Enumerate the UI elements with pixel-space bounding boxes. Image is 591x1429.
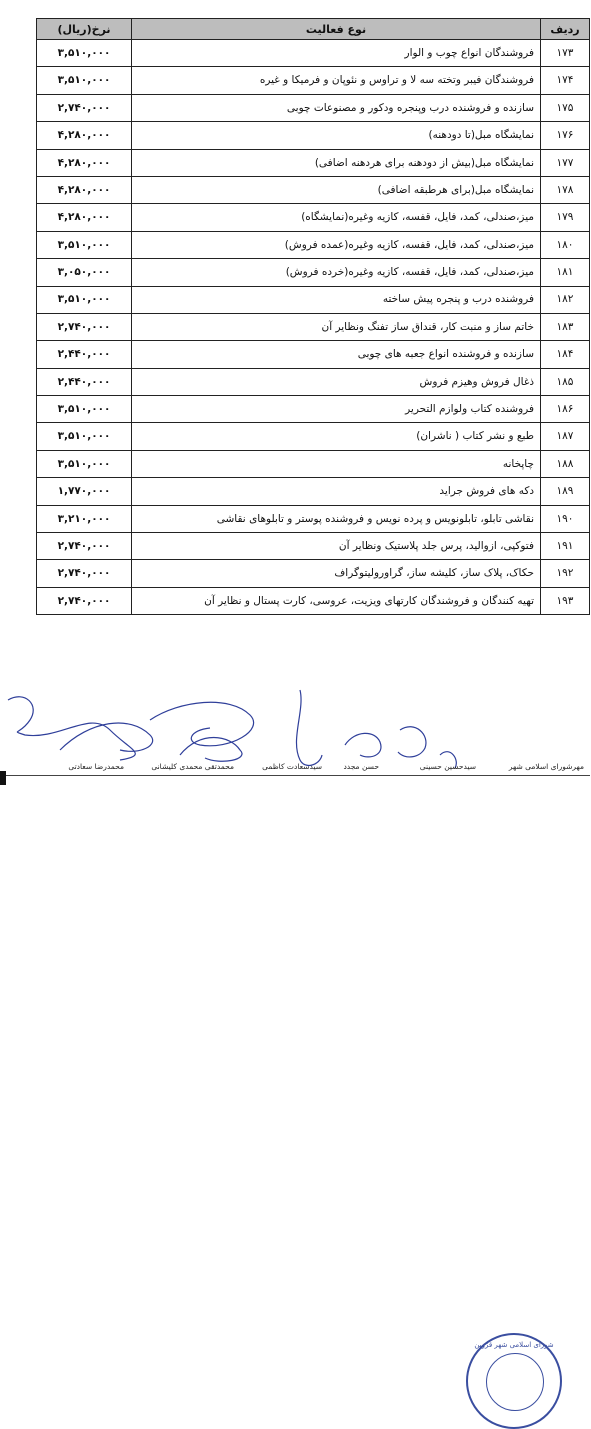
row-number-cell: ۱۸۸ [541,450,590,477]
table-row [37,176,590,203]
row-number-cell: ۱۸۷ [541,423,590,450]
rate-cell: ۲,۴۴۰,۰۰۰ [37,341,132,368]
row-number-cell: ۱۷۵ [541,94,590,121]
activity-cell: نقاشی تابلو، تابلونویس و پرده نویس و فروشنده پوستر و تابلوهای نقاشی [132,505,541,532]
activity-cell: نمایشگاه مبل(برای هرطبقه اضافی) [132,176,541,203]
rate-cell: ۲,۷۴۰,۰۰۰ [37,313,132,340]
row-number-cell: ۱۷۷ [541,149,590,176]
row-number-cell: ۱۸۹ [541,478,590,505]
row-number-cell: ۱۹۰ [541,505,590,532]
activity-cell: میز،صندلی، کمد، فایل، قفسه، کازیه وغیره(نمایشگاه) [132,204,541,231]
row-number-cell: ۱۸۶ [541,396,590,423]
activity-cell: نمایشگاه مبل(بیش از دودهنه برای هردهنه اضافی) [132,149,541,176]
table-row [37,533,590,560]
activity-cell: سازنده و فروشنده انواع جعبه های چوبی [132,341,541,368]
rate-cell: ۳,۵۱۰,۰۰۰ [37,286,132,313]
table-row [37,560,590,587]
rate-cell: ۳,۰۵۰,۰۰۰ [37,259,132,286]
table-row [37,259,590,286]
row-number-cell: ۱۷۸ [541,176,590,203]
rate-cell: ۲,۷۴۰,۰۰۰ [37,94,132,121]
table-row [37,94,590,121]
table-row [37,396,590,423]
table-row [37,67,590,94]
activity-cell: فتوکپی، ازوالید، پرس جلد پلاستیک ونظایر آن [132,533,541,560]
row-number-cell: ۱۷۶ [541,122,590,149]
activity-cell: حکاک، پلاک ساز، کلیشه ساز، گراورولیتوگراف [132,560,541,587]
rates-table [36,18,590,615]
signature-name: محمدرضا سعادتی [68,762,124,771]
table-row [37,587,590,614]
activity-cell: تهیه کنندگان و فروشندگان کارتهای ویزیت، عروسی، کارت پستال و نظایر آن [132,587,541,614]
rate-cell: ۴,۲۸۰,۰۰۰ [37,122,132,149]
header-rate: نرخ(ریال) [37,19,132,40]
row-number-cell: ۱۷۹ [541,204,590,231]
activity-cell: فروشندگان فیبر وتخته سه لا و تراوس و نئوپان و فرمیکا و غیره [132,67,541,94]
official-stamp [466,1333,562,1429]
row-number-cell: ۱۹۲ [541,560,590,587]
table-row [37,40,590,67]
table-row [37,368,590,395]
table-row [37,286,590,313]
table-row [37,423,590,450]
row-number-cell: ۱۸۳ [541,313,590,340]
signature-name: محمدتقی محمدی کلیشانی [151,762,234,771]
row-number-cell: ۱۷۴ [541,67,590,94]
activity-cell: طبع و نشر کتاب ( ناشران) [132,423,541,450]
row-number-cell: ۱۸۴ [541,341,590,368]
row-number-cell: ۱۹۱ [541,533,590,560]
activity-cell: فروشنده کتاب ولوازم التحریر [132,396,541,423]
rate-cell: ۳,۵۱۰,۰۰۰ [37,450,132,477]
activity-cell: دکه های فروش جراید [132,478,541,505]
rate-cell: ۴,۲۸۰,۰۰۰ [37,149,132,176]
signature-name: سیدسعادت کاظمی [262,762,322,771]
rate-cell: ۲,۴۴۰,۰۰۰ [37,368,132,395]
table-row [37,313,590,340]
table-row [37,341,590,368]
row-number-cell: ۱۸۰ [541,231,590,258]
rate-cell: ۲,۷۴۰,۰۰۰ [37,560,132,587]
signature-name: مهرشورای اسلامی شهر [508,762,584,771]
rate-cell: ۳,۵۱۰,۰۰۰ [37,396,132,423]
rate-cell: ۴,۲۸۰,۰۰۰ [37,204,132,231]
table-row [37,505,590,532]
table-row [37,478,590,505]
rate-cell: ۳,۵۱۰,۰۰۰ [37,231,132,258]
activity-cell: نمایشگاه مبل(تا دودهنه) [132,122,541,149]
table-row [37,231,590,258]
rate-cell: ۱,۷۷۰,۰۰۰ [37,478,132,505]
activity-cell: فروشندگان انواع چوب و الوار [132,40,541,67]
rate-cell: ۲,۷۴۰,۰۰۰ [37,533,132,560]
activity-cell: فروشنده درب و پنجره پیش ساخته [132,286,541,313]
activity-cell: خاتم ساز و منبت کار، قنداق ساز تفنگ ونظایر آن [132,313,541,340]
signature-names [24,762,584,776]
table-body [37,40,590,615]
rate-cell: ۳,۲۱۰,۰۰۰ [37,505,132,532]
row-number-cell: ۱۸۵ [541,368,590,395]
activity-cell: چاپخانه [132,450,541,477]
rate-cell: ۴,۲۸۰,۰۰۰ [37,176,132,203]
rate-cell: ۳,۵۱۰,۰۰۰ [37,40,132,67]
row-number-cell: ۱۷۳ [541,40,590,67]
signature-name: حسن مجدد [343,762,379,771]
activity-cell: ذغال فروش وهیزم فروش [132,368,541,395]
row-number-cell: ۱۸۱ [541,259,590,286]
activity-cell: میز،صندلی، کمد، فایل، قفسه، کازیه وغیره(خرده فروش) [132,259,541,286]
table-row [37,122,590,149]
activity-cell: میز،صندلی، کمد، فایل، قفسه، کازیه وغیره(عمده فروش) [132,231,541,258]
table-header-row [37,19,590,40]
page-corner-mark [0,771,6,785]
rate-cell: ۳,۵۱۰,۰۰۰ [37,423,132,450]
table-row [37,204,590,231]
header-row-number: ردیف [541,19,590,40]
header-activity: نوع فعالیت [132,19,541,40]
row-number-cell: ۱۹۳ [541,587,590,614]
rate-cell: ۲,۷۴۰,۰۰۰ [37,587,132,614]
table-row [37,149,590,176]
stamp-text: شورای اسلامی شهر قزوین [474,1341,554,1349]
table-row [37,450,590,477]
row-number-cell: ۱۸۲ [541,286,590,313]
rate-cell: ۳,۵۱۰,۰۰۰ [37,67,132,94]
activity-cell: سازنده و فروشنده درب وپنجره ودکور و مصنوعات چوبی [132,94,541,121]
stamp-emblem-icon [486,1353,544,1411]
signature-name: سیدحسین حسینی [419,762,476,771]
